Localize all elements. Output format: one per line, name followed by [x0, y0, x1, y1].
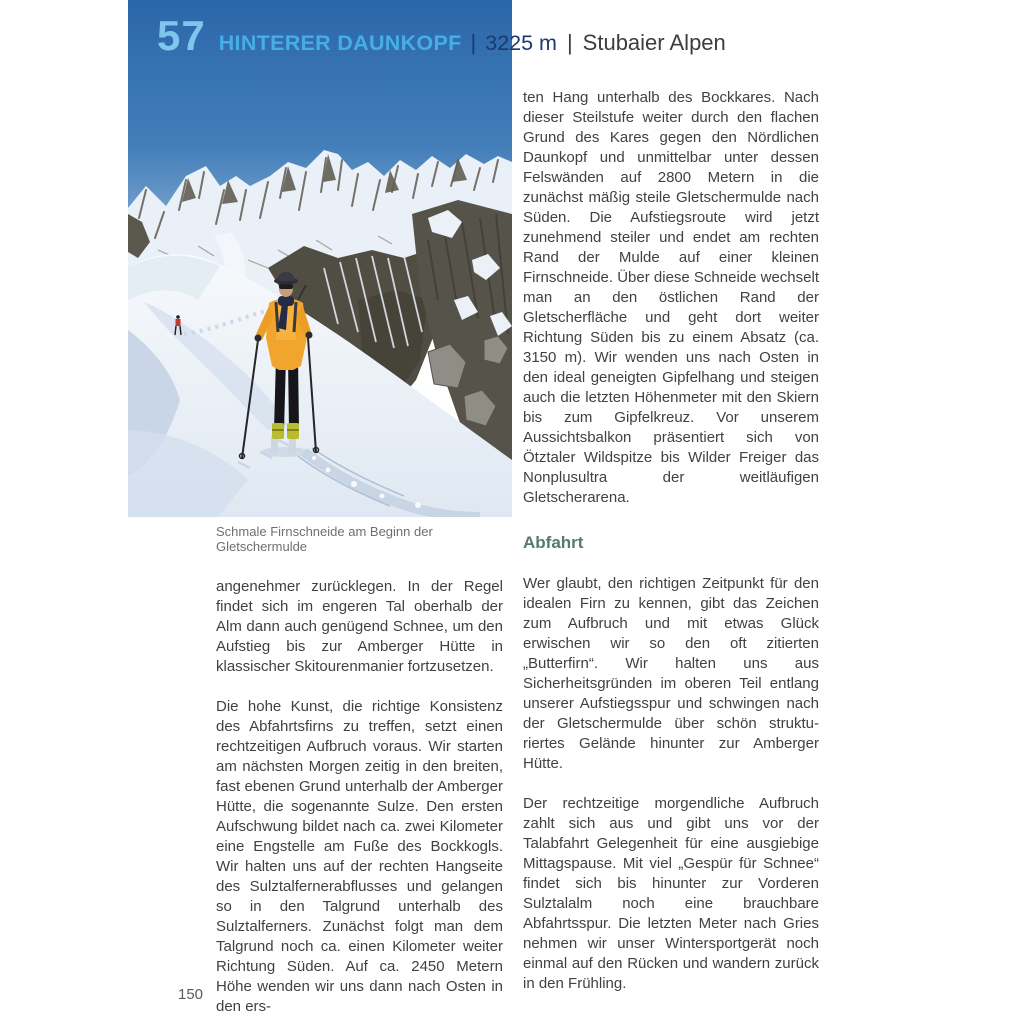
- route-title: HINTERER DAUNKOPF: [218, 31, 462, 55]
- route-number: 57: [157, 12, 206, 59]
- paragraph: angenehmer zurücklegen. In der Regel findet sich im engeren Tal oberhalb der Alm dann auch genügend Schnee, um den Aufstieg bis zur Amberger Hütte in klassischer Skitourenmanier fortzusetzen.: [216, 578, 503, 675]
- header-divider: |: [566, 30, 573, 55]
- right-column: [523, 88, 819, 1014]
- section-heading-abfahrt: Abfahrt: [523, 533, 584, 552]
- route-header: [157, 12, 726, 60]
- paragraph: ten Hang unterhalb des Bockkares. Nach dieser Steilstufe weiter durch den flachen Grund des Kares gegen den Nördlichen Daunkopf und unmittelbar unter dessen Felswänden auf 2800 Metern in die zunächst mäßig steile Gletschermulde nach Süden. Die Aufstiegsroute wird jetzt zunehmend steiler und endet am rechten Rand der Mulde auf einer kleinen Firnschneide. Über diese Schneide wechselt man an den östlichen Rand der Gletscherfläche und geht dort weiter Richtung Süden bis zu einem Absatz (ca. 3150 m). Wir wenden uns nach Osten in den ideal geneigten Gipfelhang und steigen auch die letzten Höhenmeter mit den Skiern bis zum Gipfelkreuz. Vor unserem Aussichtsbalkon präsentiert sich von Ötztaler Wildspitze bis Wilder Freiger das Nonplusultra der weitläufigen Gletscherarena.: [523, 89, 819, 506]
- route-elevation: 3225 m: [485, 31, 557, 55]
- paragraph: Die hohe Kunst, die richtige Konsistenz des Abfahrtsfirns zu treffen, setzt einen rechtzeitigen Aufbruch voraus. Wir starten am nächsten Morgen zeitig in den breiten, fast ebenen Grund unterhalb der Amberger Hütte, die sogenannte Sulze. Den ersten Aufschwung bildet nach ca. zwei Kilometer eine Engstelle am Fuße des Bockkogls. Wir halten uns auf der rechten Hangseite des Sulztalfernerabflusses und gelangen so in den Talgrund unterhalb des Sulztalferners. Zunächst folgt man dem Talgrund noch ca. einen Kilometer weiter Richtung Süden. Auf ca. 2450 Metern Höhe wenden wir uns dann nach Osten in den ers-: [216, 698, 503, 1015]
- page-number: 150: [178, 986, 204, 1003]
- route-region: Stubaier Alpen: [582, 30, 726, 55]
- paragraph: Der rechtzeitige morgendliche Aufbruch zahlt sich aus und gibt uns vor der Talabfahrt Gelegenheit für eine ausgiebige Mittagspause. Mit viel „Gespür für Schnee“ findet sich bis hinunter zur Vorderen Sulztalalm noch eine brauchbare Abfahrtsspur. Die letzten Meter nach Gries nehmen wir unser Wintersportgerät noch einmal auf den Rücken und wandern zurück in den Frühling.: [523, 795, 819, 992]
- photo-caption: Schmale Firnschneide am Beginn der Gletschermulde: [216, 524, 433, 554]
- paragraph: Wer glaubt, den richtigen Zeitpunkt für den idealen Firn zu kennen, gibt das Zeichen zum Aufbruch und mit etwas Glück erwischen wir so den oft zitierten „Butterfirn“. Wir halten uns aus Sicherheitsgründen im oberen Teil entlang unserer Aufstiegsspur und schwingen nach der Gletschermulde über schön strukturiertes Gelände hinunter zur Amberger Hütte.: [523, 575, 819, 772]
- left-column: [216, 577, 503, 1024]
- header-divider: |: [470, 30, 477, 55]
- route-photo-illustration: [128, 0, 512, 517]
- route-photo: [128, 0, 512, 517]
